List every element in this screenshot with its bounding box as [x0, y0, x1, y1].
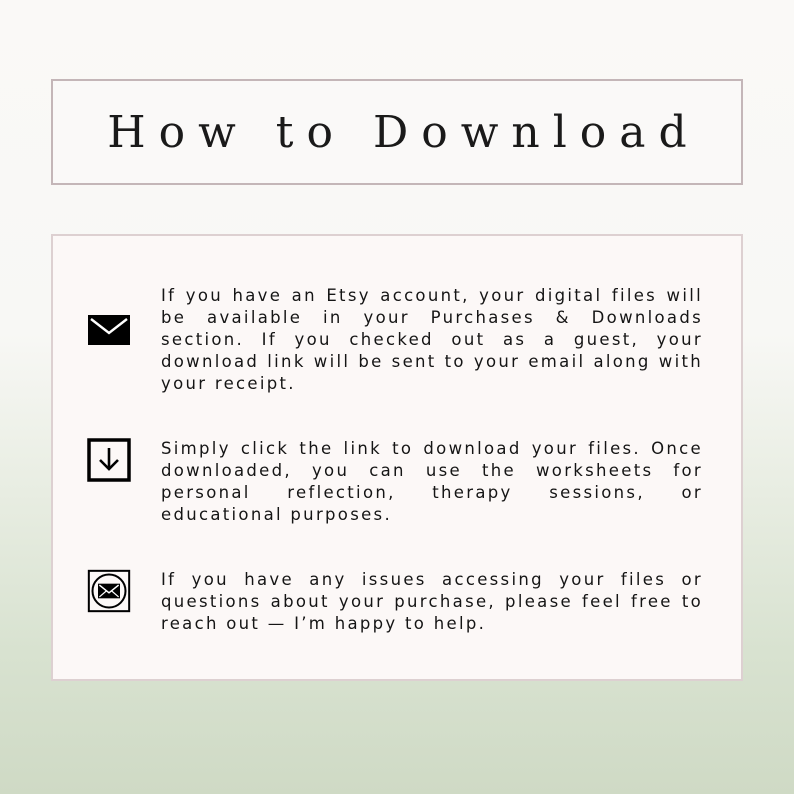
- instructions-box: [51, 234, 743, 681]
- contact-mail-icon: [87, 569, 131, 613]
- title-box: [51, 79, 743, 185]
- page-title: How to Download: [107, 106, 700, 158]
- instruction-text-download: Simply click the link to download your files. Once downloaded, you can use the worksheets for personal reflection, therapy sessions, or educational purposes.: [161, 439, 703, 524]
- mail-icon: [87, 308, 131, 352]
- instruction-text-account: If you have an Etsy account, your digital files will be available in your Purchases & Downloads section. If you checked out as a guest, your download link will be sent to your email along with your receipt.: [161, 286, 703, 393]
- download-icon: [87, 438, 131, 482]
- instruction-text-contact: If you have any issues accessing your files or questions about your purchase, please feel free to reach out — I’m happy to help.: [161, 570, 703, 633]
